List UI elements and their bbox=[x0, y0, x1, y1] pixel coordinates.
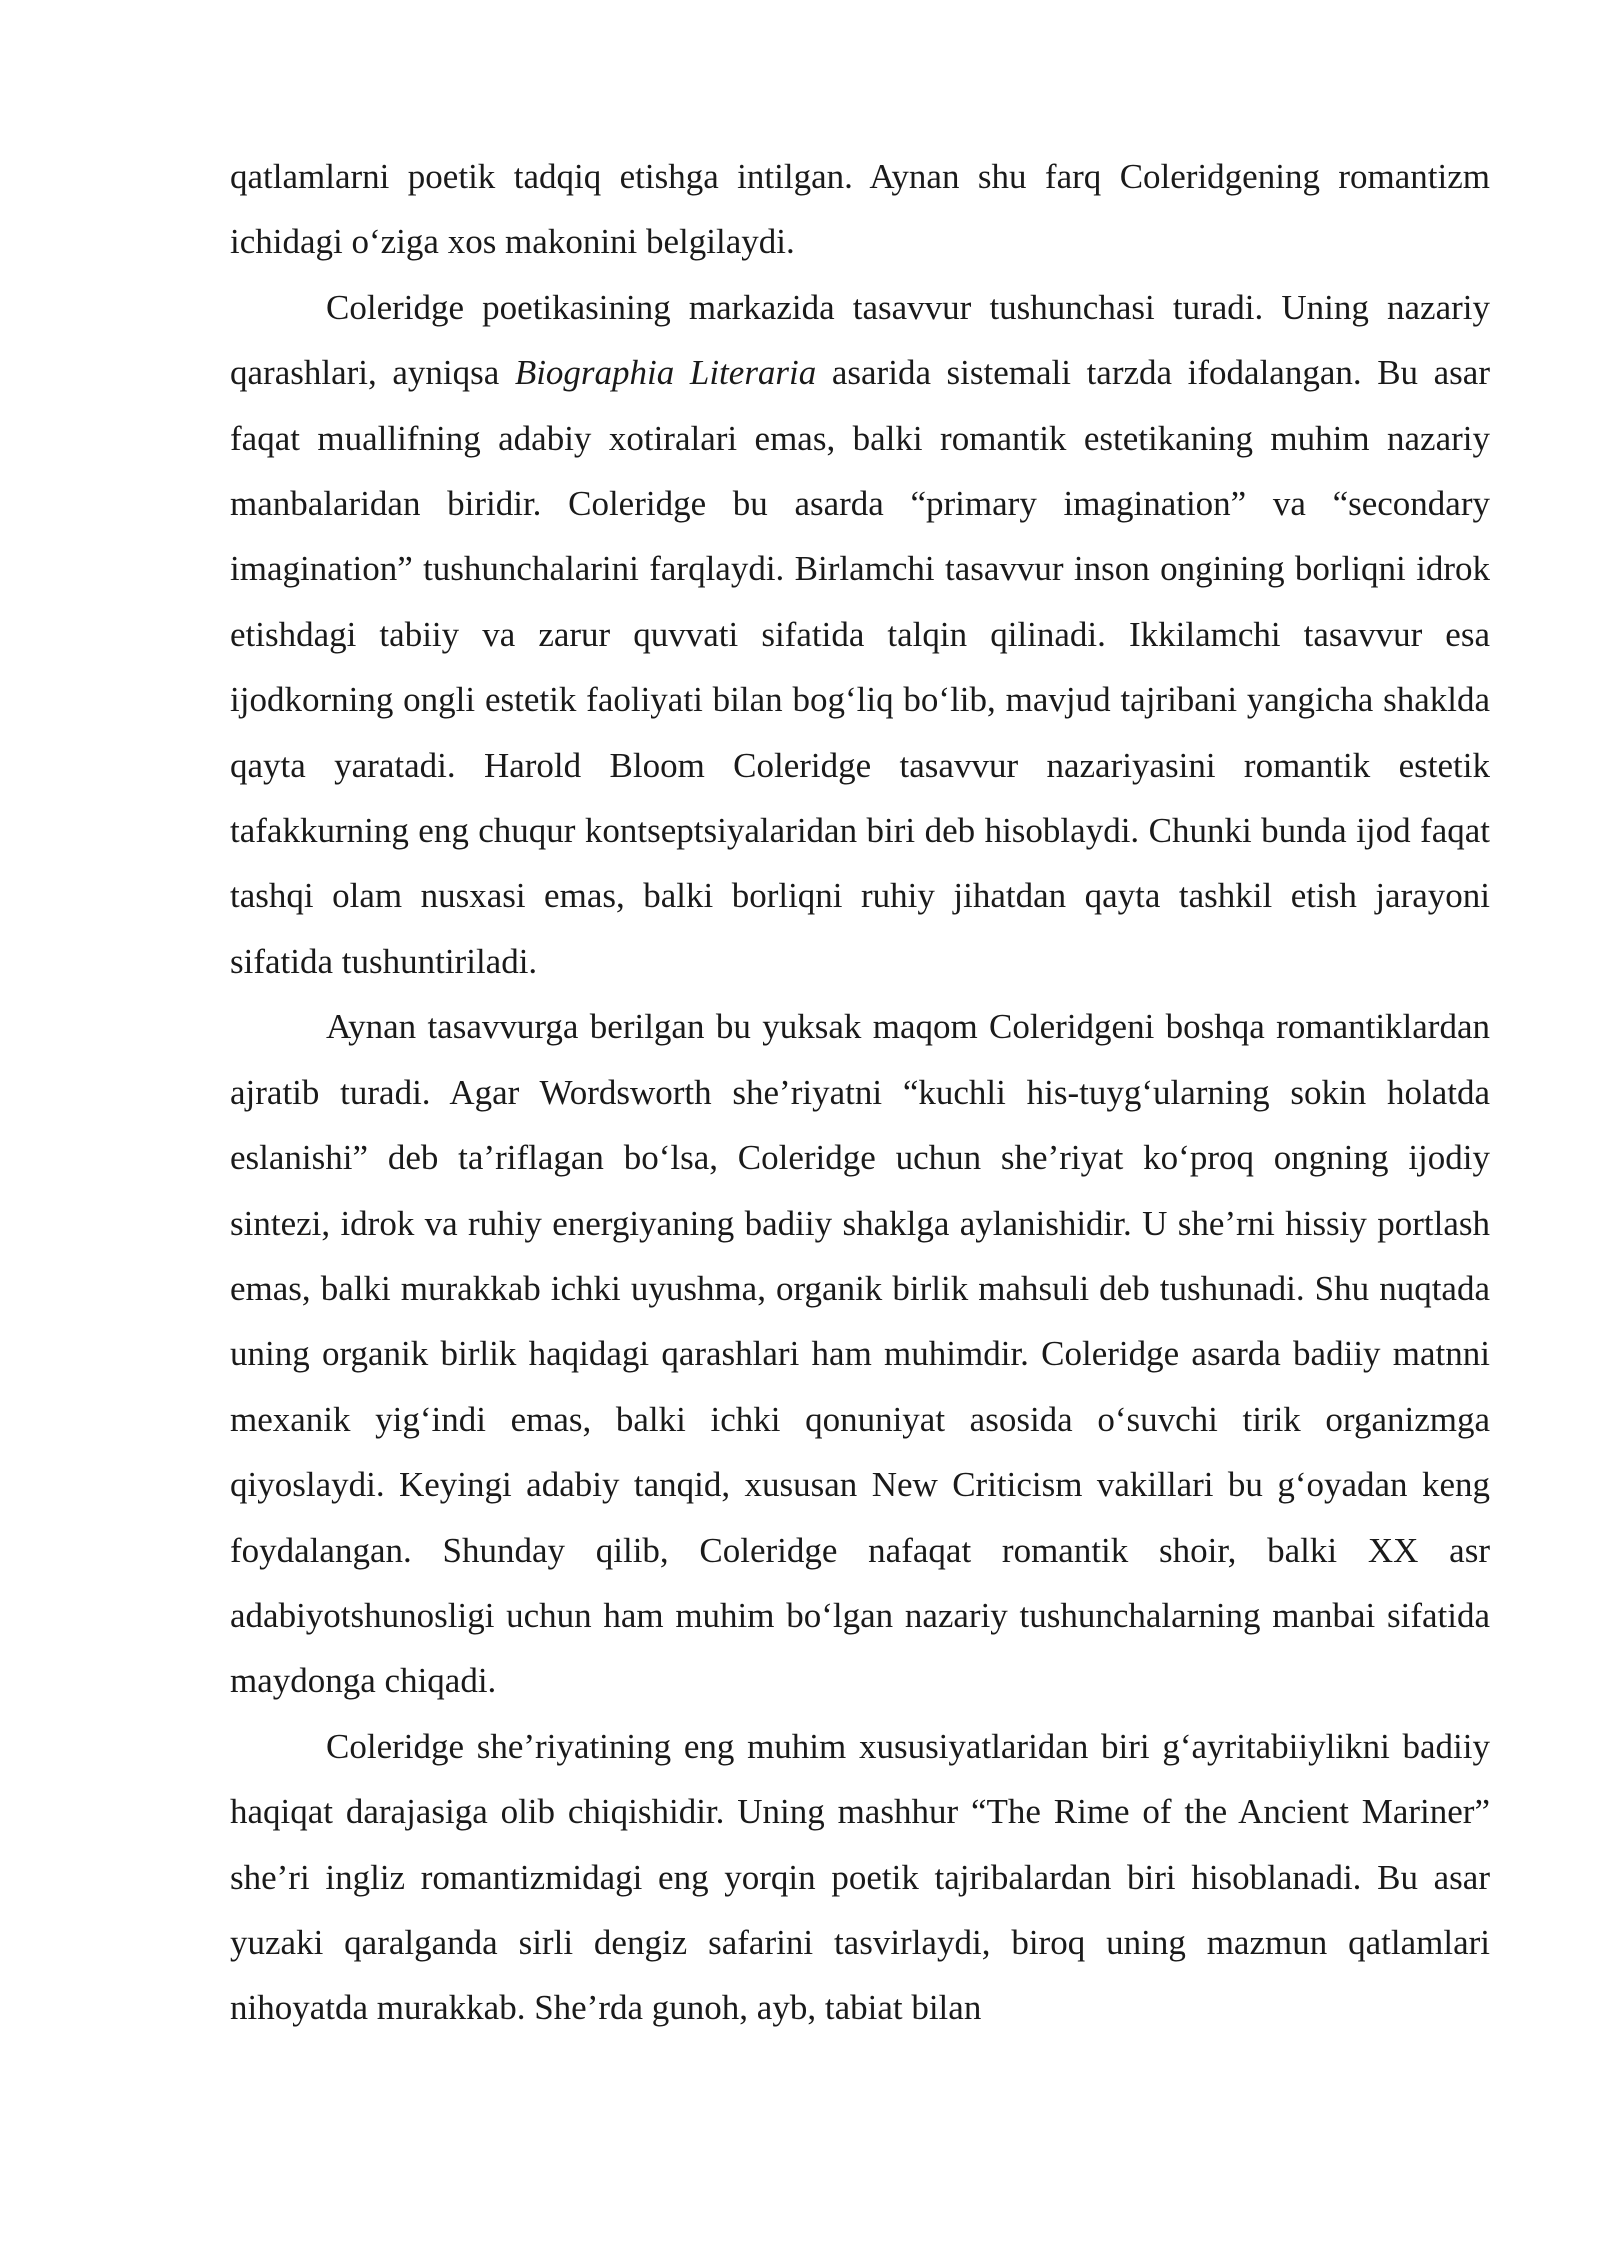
book-title: Biographia Literaria bbox=[514, 353, 817, 393]
paragraph-text-segment: Coleridge poetikasining markazida tasavvur tushunchasi turadi. Uning nazariy qarashlari, ayniqsa bbox=[230, 287, 1490, 393]
paragraph-organic-unity: Aynan tasavvurga berilgan bu yuksak maqom Coleridgeni boshqa romantiklardan ajratib turadi. Agar Wordsworth she’riyatni “kuchli his-tuyg‘ularning sokin holatda eslanishi” deb ta’riflagan bo‘lsa, Coleridge uchun she’riyat ko‘proq ongning ijodiy sintezi, idrok va ruhiy energiyaning badiiy shaklga aylanishidir. U she’rni hissiy portlash emas, balki murakkab ichki uyushma, organik birlik mahsuli deb tushunadi. Shu nuqtada uning organik birlik haqidagi qarashlari ham muhimdir. Coleridge asarda badiiy matnni mexanik yig‘indi emas, balki ichki qonuniyat asosida o‘suvchi tirik organizmga qiyoslaydi. Keyingi adabiy tanqid, xususan New Criticism vakillari bu g‘oyadan keng foydalangan. Shunday qilib, Coleridge nafaqat romantik shoir, balki XX asr adabiyotshunosligi uchun ham muhim bo‘lgan nazariy tushunchalarning manbai sifatida maydonga chiqadi. bbox=[230, 1007, 1490, 1701]
paragraph-continuation: qatlamlarni poetik tadqiq etishga intilgan. Aynan shu farq Coleridgening romantizm ichidagi o‘ziga xos makonini belgilaydi. bbox=[230, 157, 1490, 262]
paragraph-text-segment: asarida sistemali tarzda ifodalangan. Bu asar faqat muallifning adabiy xotiralari emas, balki romantik estetikaning muhim nazariy manbalaridan biridir. Coleridge bu asarda “primary imagination” va “secondary imagination” tushunchalarini farqlaydi. Birlamchi tasavvur inson ongining borliqni idrok etishdagi tabiiy va zarur quvvati sifatida talqin qilinadi. Ikkilamchi tasavvur esa ijodkorning ongli estetik faoliyati bilan bog‘liq bo‘lib, mavjud tajribani yangicha shaklda qayta yaratadi. Harold Bloom Coleridge tasavvur nazariyasini romantik estetik tafakkurning eng chuqur kontseptsiyalaridan biri deb hisoblaydi. Chunki bunda ijod faqat tashqi olam nusxasi emas, balki borliqni ruhiy jihatdan qayta tashkil etish jarayoni sifatida tushuntiriladi. bbox=[230, 353, 1490, 981]
body-text bbox=[230, 144, 1490, 2041]
paragraph-imagination-theory bbox=[230, 275, 1490, 994]
paragraph-ancient-mariner: Coleridge she’riyatining eng muhim xususiyatlaridan biri g‘ayritabiiylikni badiiy haqiqat darajasiga olib chiqishidir. Uning mashhur “The Rime of the Ancient Mariner” she’ri ingliz romantizmidagi eng yorqin poetik tajribalardan biri hisoblanadi. Bu asar yuzaki qaralganda sirli dengiz safarini tasvirlaydi, biroq uning mazmun qatlamlari nihoyatda murakkab. She’rda gunoh, ayb, tabiat bilan bbox=[230, 1726, 1490, 2028]
